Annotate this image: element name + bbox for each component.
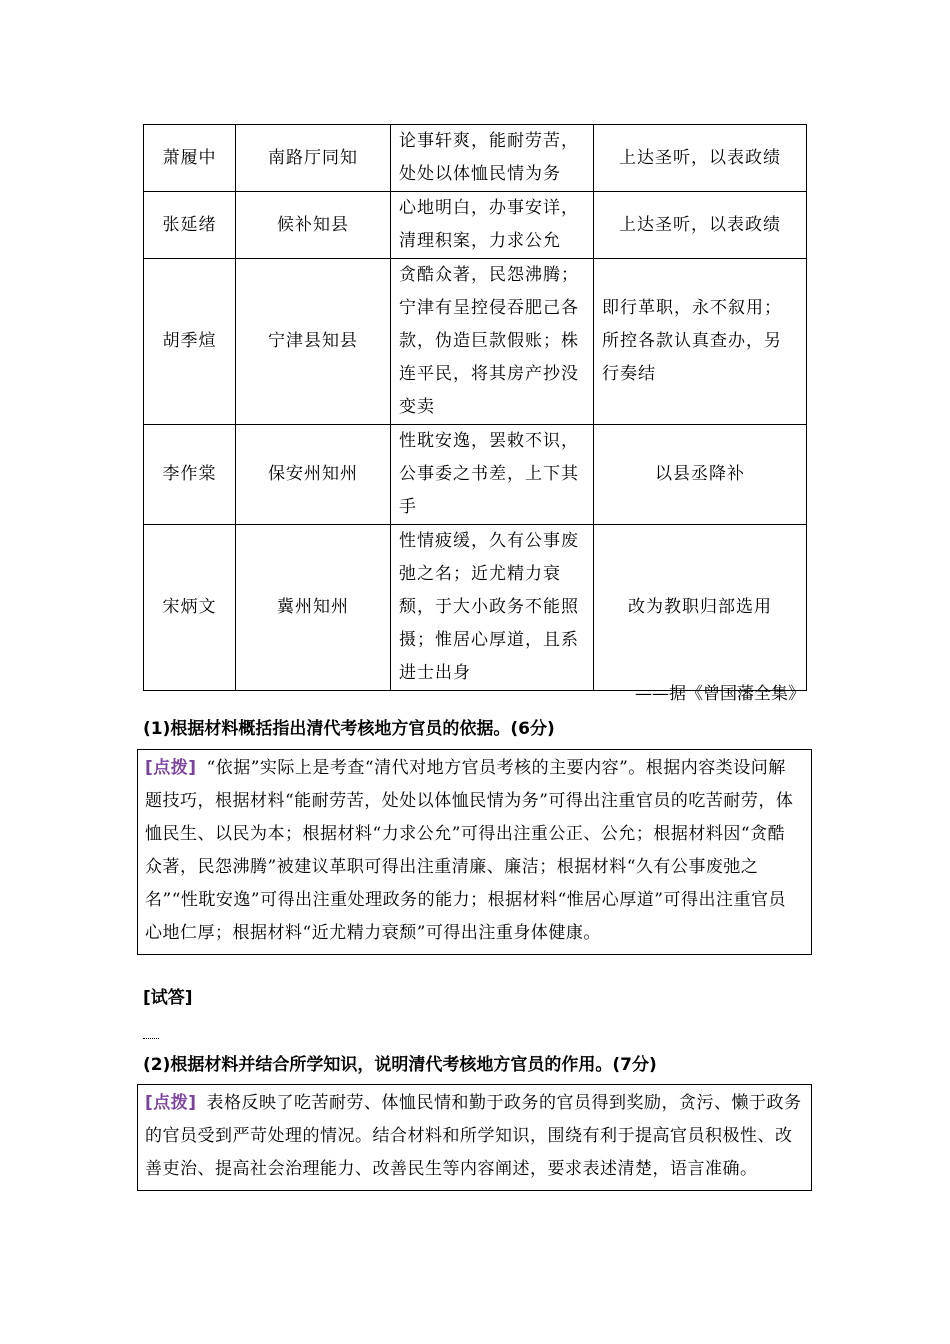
table-row — [144, 125, 807, 192]
question-1: (1)根据材料概括指出清代考核地方官员的依据。(6分) — [143, 719, 555, 739]
table-row — [144, 259, 807, 425]
official-evaluation: 论事轩爽，能耐劳苦，处处以体恤民情为务 — [391, 125, 594, 192]
official-name: 张延绪 — [144, 192, 236, 259]
hint-box-1 — [137, 749, 812, 955]
official-name: 宋炳文 — [144, 525, 236, 691]
official-post: 冀州知州 — [236, 525, 391, 691]
official-action: 上达圣听，以表政绩 — [594, 192, 807, 259]
official-post: 宁津县知县 — [236, 259, 391, 425]
official-action: 改为教职归部选用 — [594, 525, 807, 691]
official-name: 胡季煊 — [144, 259, 236, 425]
official-evaluation: 性耽安逸，罢敕不识，公事委之书差，上下其手 — [391, 425, 594, 525]
hint-tag: [点拨] — [145, 1093, 197, 1113]
official-name: 萧履中 — [144, 125, 236, 192]
table-row — [144, 425, 807, 525]
question-2: (2)根据材料并结合所学知识，说明清代考核地方官员的作用。(7分) — [143, 1055, 657, 1075]
official-post: 南路厅同知 — [236, 125, 391, 192]
table-row — [144, 192, 807, 259]
official-post: 候补知县 — [236, 192, 391, 259]
official-evaluation: 性情疲缓，久有公事废弛之名；近尤精力衰颓，于大小政务不能照摄；惟居心厚道，且系进士出身 — [391, 525, 594, 691]
hint-tag: [点拨] — [145, 758, 197, 778]
official-evaluation: 心地明白，办事安详，清理积案，力求公允 — [391, 192, 594, 259]
hint-text: “依据”实际上是考查“清代对地方官员考核的主要内容”。根据内容类设问解题技巧，根据材料“能耐劳苦，处处以体恤民情为务”可得出注重官员的吃苦耐劳，体恤民生、以民为本；根据材料“力求公允”可得出注重公正、公允；根据材料因“贪酷众著，民怨沸腾”被建议革职可得出注重清廉、廉洁；根据材料“久有公事废弛之名”“性耽安逸”可得出注重处理政务的能力；根据材料“惟居心厚道”可得出注重官员心地仁厚；根据材料“近尤精力衰颓”可得出注重身体健康。 — [145, 758, 794, 943]
official-action: 即行革职，永不叙用；所控各款认真查办，另行奏结 — [594, 259, 807, 425]
official-evaluation-table — [143, 124, 807, 691]
answer-blank-line[interactable] — [143, 1038, 159, 1039]
source-citation: ——据《曾国藩全集》 — [635, 684, 805, 704]
official-name: 李作棠 — [144, 425, 236, 525]
table-row — [144, 525, 807, 691]
official-evaluation: 贪酷众著，民怨沸腾；宁津有呈控侵吞肥己各款，伪造巨款假账；株连平民，将其房产抄没变卖 — [391, 259, 594, 425]
official-post: 保安州知州 — [236, 425, 391, 525]
answer-label: [试答] — [143, 988, 193, 1008]
official-action: 以县丞降补 — [594, 425, 807, 525]
hint-box-2 — [137, 1084, 812, 1191]
official-action: 上达圣听，以表政绩 — [594, 125, 807, 192]
hint-text: 表格反映了吃苦耐劳、体恤民情和勤于政务的官员得到奖励，贪污、懒于政务的官员受到严苛处理的情况。结合材料和所学知识，围绕有利于提高官员积极性、改善吏治、提高社会治理能力、改善民生等内容阐述，要求表述清楚，语言准确。 — [145, 1093, 802, 1179]
